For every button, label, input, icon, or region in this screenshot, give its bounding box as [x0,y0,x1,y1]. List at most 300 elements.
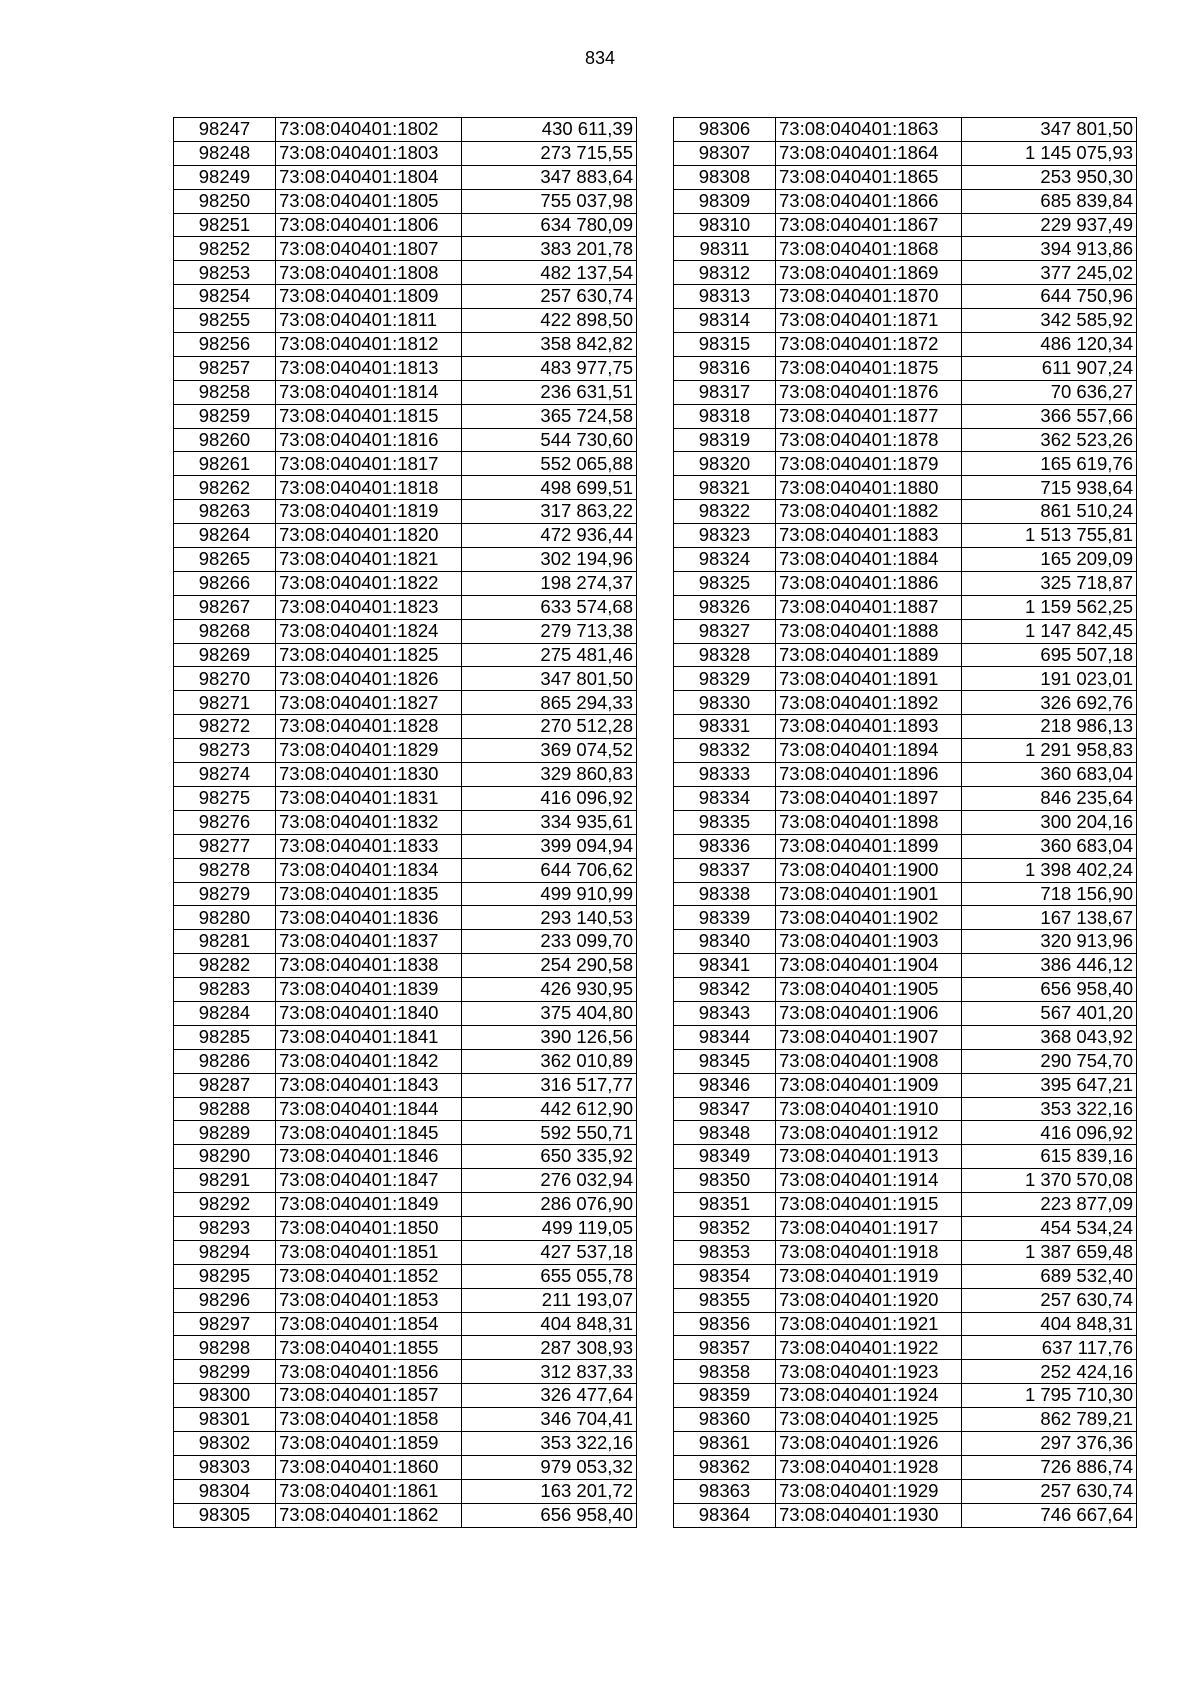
table-row [174,1049,637,1073]
value-cell: 218 986,13 [962,715,1137,739]
table-row [674,404,1137,428]
row-number-cell: 98271 [174,691,276,715]
row-number-cell: 98328 [674,643,776,667]
table-row [174,1288,637,1312]
table-row [174,237,637,261]
value-cell: 279 713,38 [462,619,637,643]
table-row [174,404,637,428]
register-table-left [173,117,637,1528]
register-table-right-body [674,118,1137,1528]
row-number-cell: 98275 [174,786,276,810]
value-cell: 633 574,68 [462,595,637,619]
cadastral-number-cell: 73:08:040401:1870 [776,285,962,309]
table-row [674,906,1137,930]
cadastral-number-cell: 73:08:040401:1832 [276,810,462,834]
cadastral-number-cell: 73:08:040401:1891 [776,667,962,691]
cadastral-number-cell: 73:08:040401:1896 [776,763,962,787]
cadastral-number-cell: 73:08:040401:1824 [276,619,462,643]
cadastral-number-cell: 73:08:040401:1904 [776,954,962,978]
table-row [174,356,637,380]
table-row [174,333,637,357]
cadastral-number-cell: 73:08:040401:1882 [776,500,962,524]
value-cell: 342 585,92 [962,309,1137,333]
value-cell: 191 023,01 [962,667,1137,691]
cadastral-number-cell: 73:08:040401:1845 [276,1121,462,1145]
table-row [174,1503,637,1527]
value-cell: 211 193,07 [462,1288,637,1312]
page-number: 834 [584,48,616,68]
value-cell: 726 886,74 [962,1455,1137,1479]
table-row [174,930,637,954]
table-row [174,428,637,452]
table-row [174,1408,637,1432]
value-cell: 377 245,02 [962,261,1137,285]
value-cell: 165 209,09 [962,548,1137,572]
row-number-cell: 98338 [674,882,776,906]
value-cell: 236 631,51 [462,380,637,404]
value-cell: 689 532,40 [962,1264,1137,1288]
table-row [174,571,637,595]
table-row [674,1240,1137,1264]
table-row [674,1145,1137,1169]
value-cell: 257 630,74 [962,1288,1137,1312]
row-number-cell: 98325 [674,571,776,595]
cadastral-number-cell: 73:08:040401:1901 [776,882,962,906]
value-cell: 320 913,96 [962,930,1137,954]
row-number-cell: 98340 [674,930,776,954]
cadastral-number-cell: 73:08:040401:1866 [776,189,962,213]
table-row [674,189,1137,213]
cadastral-number-cell: 73:08:040401:1849 [276,1193,462,1217]
value-cell: 273 715,55 [462,141,637,165]
row-number-cell: 98270 [174,667,276,691]
table-row [174,141,637,165]
value-cell: 165 619,76 [962,452,1137,476]
table-row [674,882,1137,906]
row-number-cell: 98339 [674,906,776,930]
row-number-cell: 98355 [674,1288,776,1312]
cadastral-number-cell: 73:08:040401:1897 [776,786,962,810]
row-number-cell: 98282 [174,954,276,978]
table-row [674,1073,1137,1097]
row-number-cell: 98318 [674,404,776,428]
row-number-cell: 98313 [674,285,776,309]
table-row [674,237,1137,261]
cadastral-number-cell: 73:08:040401:1827 [276,691,462,715]
cadastral-number-cell: 73:08:040401:1819 [276,500,462,524]
cadastral-number-cell: 73:08:040401:1923 [776,1360,962,1384]
row-number-cell: 98360 [674,1408,776,1432]
table-row [174,548,637,572]
row-number-cell: 98359 [674,1384,776,1408]
cadastral-number-cell: 73:08:040401:1833 [276,834,462,858]
value-cell: 167 138,67 [962,906,1137,930]
cadastral-number-cell: 73:08:040401:1822 [276,571,462,595]
table-row [174,595,637,619]
cadastral-number-cell: 73:08:040401:1877 [776,404,962,428]
table-row [674,643,1137,667]
row-number-cell: 98345 [674,1049,776,1073]
table-row [174,786,637,810]
row-number-cell: 98298 [174,1336,276,1360]
row-number-cell: 98327 [674,619,776,643]
cadastral-number-cell: 73:08:040401:1924 [776,1384,962,1408]
row-number-cell: 98255 [174,309,276,333]
row-number-cell: 98302 [174,1431,276,1455]
cadastral-number-cell: 73:08:040401:1834 [276,858,462,882]
value-cell: 386 446,12 [962,954,1137,978]
table-row [174,1097,637,1121]
row-number-cell: 98268 [174,619,276,643]
value-cell: 656 958,40 [962,978,1137,1002]
table-row [174,691,637,715]
table-row [174,309,637,333]
value-cell: 390 126,56 [462,1025,637,1049]
row-number-cell: 98286 [174,1049,276,1073]
row-number-cell: 98344 [674,1025,776,1049]
cadastral-number-cell: 73:08:040401:1883 [776,524,962,548]
value-cell: 685 839,84 [962,189,1137,213]
value-cell: 365 724,58 [462,404,637,428]
row-number-cell: 98314 [674,309,776,333]
value-cell: 861 510,24 [962,500,1137,524]
cadastral-number-cell: 73:08:040401:1875 [776,356,962,380]
value-cell: 254 290,58 [462,954,637,978]
row-number-cell: 98299 [174,1360,276,1384]
value-cell: 755 037,98 [462,189,637,213]
cadastral-number-cell: 73:08:040401:1865 [776,165,962,189]
value-cell: 276 032,94 [462,1169,637,1193]
cadastral-number-cell: 73:08:040401:1892 [776,691,962,715]
cadastral-number-cell: 73:08:040401:1812 [276,333,462,357]
cadastral-number-cell: 73:08:040401:1803 [276,141,462,165]
table-row [674,1121,1137,1145]
cadastral-number-cell: 73:08:040401:1861 [276,1479,462,1503]
value-cell: 695 507,18 [962,643,1137,667]
value-cell: 499 910,99 [462,882,637,906]
table-row [174,1001,637,1025]
cadastral-number-cell: 73:08:040401:1929 [776,1479,962,1503]
cadastral-number-cell: 73:08:040401:1899 [776,834,962,858]
cadastral-number-cell: 73:08:040401:1884 [776,548,962,572]
table-row [174,1073,637,1097]
cadastral-number-cell: 73:08:040401:1839 [276,978,462,1002]
table-row [674,1336,1137,1360]
table-row [674,356,1137,380]
row-number-cell: 98285 [174,1025,276,1049]
table-row [674,1049,1137,1073]
row-number-cell: 98263 [174,500,276,524]
table-row [174,1384,637,1408]
row-number-cell: 98320 [674,452,776,476]
table-row [174,978,637,1002]
row-number-cell: 98311 [674,237,776,261]
table-row [674,1360,1137,1384]
value-cell: 1 145 075,93 [962,141,1137,165]
table-row [174,715,637,739]
row-number-cell: 98290 [174,1145,276,1169]
row-number-cell: 98261 [174,452,276,476]
value-cell: 346 704,41 [462,1408,637,1432]
cadastral-number-cell: 73:08:040401:1853 [276,1288,462,1312]
row-number-cell: 98262 [174,476,276,500]
table-row [174,1169,637,1193]
value-cell: 270 512,28 [462,715,637,739]
table-row [674,165,1137,189]
row-number-cell: 98312 [674,261,776,285]
cadastral-number-cell: 73:08:040401:1918 [776,1240,962,1264]
value-cell: 416 096,92 [962,1121,1137,1145]
row-number-cell: 98341 [674,954,776,978]
table-row [674,1193,1137,1217]
table-row [674,715,1137,739]
cadastral-number-cell: 73:08:040401:1906 [776,1001,962,1025]
cadastral-number-cell: 73:08:040401:1910 [776,1097,962,1121]
row-number-cell: 98257 [174,356,276,380]
cadastral-number-cell: 73:08:040401:1817 [276,452,462,476]
value-cell: 383 201,78 [462,237,637,261]
table-row [674,834,1137,858]
row-number-cell: 98274 [174,763,276,787]
table-row [174,810,637,834]
cadastral-number-cell: 73:08:040401:1846 [276,1145,462,1169]
table-row [174,1264,637,1288]
cadastral-number-cell: 73:08:040401:1847 [276,1169,462,1193]
value-cell: 1 513 755,81 [962,524,1137,548]
cadastral-number-cell: 73:08:040401:1913 [776,1145,962,1169]
table-row [174,906,637,930]
value-cell: 404 848,31 [962,1312,1137,1336]
value-cell: 1 370 570,08 [962,1169,1137,1193]
cadastral-number-cell: 73:08:040401:1886 [776,571,962,595]
table-row [674,213,1137,237]
row-number-cell: 98264 [174,524,276,548]
row-number-cell: 98297 [174,1312,276,1336]
row-number-cell: 98250 [174,189,276,213]
table-row [674,1384,1137,1408]
value-cell: 650 335,92 [462,1145,637,1169]
row-number-cell: 98287 [174,1073,276,1097]
value-cell: 592 550,71 [462,1121,637,1145]
cadastral-number-cell: 73:08:040401:1814 [276,380,462,404]
row-number-cell: 98293 [174,1216,276,1240]
row-number-cell: 98308 [674,165,776,189]
cadastral-number-cell: 73:08:040401:1809 [276,285,462,309]
cadastral-number-cell: 73:08:040401:1805 [276,189,462,213]
table-row [174,500,637,524]
table-row [174,1360,637,1384]
row-number-cell: 98288 [174,1097,276,1121]
row-number-cell: 98342 [674,978,776,1002]
cadastral-number-cell: 73:08:040401:1851 [276,1240,462,1264]
value-cell: 634 780,09 [462,213,637,237]
value-cell: 233 099,70 [462,930,637,954]
table-row [174,1431,637,1455]
cadastral-number-cell: 73:08:040401:1829 [276,739,462,763]
cadastral-number-cell: 73:08:040401:1915 [776,1193,962,1217]
cadastral-number-cell: 73:08:040401:1894 [776,739,962,763]
value-cell: 316 517,77 [462,1073,637,1097]
value-cell: 1 795 710,30 [962,1384,1137,1408]
cadastral-number-cell: 73:08:040401:1928 [776,1455,962,1479]
row-number-cell: 98272 [174,715,276,739]
value-cell: 325 718,87 [962,571,1137,595]
table-row [674,261,1137,285]
cadastral-number-cell: 73:08:040401:1871 [776,309,962,333]
row-number-cell: 98256 [174,333,276,357]
table-row [674,141,1137,165]
cadastral-number-cell: 73:08:040401:1828 [276,715,462,739]
table-row [174,882,637,906]
cadastral-number-cell: 73:08:040401:1905 [776,978,962,1002]
table-row [174,834,637,858]
row-number-cell: 98334 [674,786,776,810]
row-number-cell: 98323 [674,524,776,548]
table-row [674,285,1137,309]
row-number-cell: 98347 [674,1097,776,1121]
table-row [174,1479,637,1503]
value-cell: 552 065,88 [462,452,637,476]
table-row [674,1408,1137,1432]
cadastral-number-cell: 73:08:040401:1825 [276,643,462,667]
value-cell: 394 913,86 [962,237,1137,261]
cadastral-number-cell: 73:08:040401:1879 [776,452,962,476]
row-number-cell: 98322 [674,500,776,524]
row-number-cell: 98276 [174,810,276,834]
cadastral-number-cell: 73:08:040401:1836 [276,906,462,930]
table-row [674,1001,1137,1025]
value-cell: 329 860,83 [462,763,637,787]
value-cell: 979 053,32 [462,1455,637,1479]
row-number-cell: 98273 [174,739,276,763]
table-row [674,667,1137,691]
cadastral-number-cell: 73:08:040401:1887 [776,595,962,619]
cadastral-number-cell: 73:08:040401:1841 [276,1025,462,1049]
row-number-cell: 98316 [674,356,776,380]
value-cell: 615 839,16 [962,1145,1137,1169]
row-number-cell: 98343 [674,1001,776,1025]
row-number-cell: 98315 [674,333,776,357]
value-cell: 865 294,33 [462,691,637,715]
table-row [174,1336,637,1360]
value-cell: 347 801,50 [962,118,1137,142]
row-number-cell: 98281 [174,930,276,954]
row-number-cell: 98248 [174,141,276,165]
cadastral-number-cell: 73:08:040401:1843 [276,1073,462,1097]
row-number-cell: 98330 [674,691,776,715]
row-number-cell: 98333 [674,763,776,787]
value-cell: 611 907,24 [962,356,1137,380]
row-number-cell: 98324 [674,548,776,572]
value-cell: 422 898,50 [462,309,637,333]
value-cell: 366 557,66 [962,404,1137,428]
value-cell: 368 043,92 [962,1025,1137,1049]
cadastral-number-cell: 73:08:040401:1811 [276,309,462,333]
row-number-cell: 98305 [174,1503,276,1527]
cadastral-number-cell: 73:08:040401:1842 [276,1049,462,1073]
table-row [174,954,637,978]
table-row [674,1455,1137,1479]
cadastral-number-cell: 73:08:040401:1855 [276,1336,462,1360]
table-row [174,452,637,476]
table-row [674,786,1137,810]
table-row [174,118,637,142]
value-cell: 442 612,90 [462,1097,637,1121]
value-cell: 253 950,30 [962,165,1137,189]
cadastral-number-cell: 73:08:040401:1835 [276,882,462,906]
row-number-cell: 98357 [674,1336,776,1360]
row-number-cell: 98317 [674,380,776,404]
row-number-cell: 98364 [674,1503,776,1527]
cadastral-number-cell: 73:08:040401:1917 [776,1216,962,1240]
value-cell: 718 156,90 [962,882,1137,906]
cadastral-number-cell: 73:08:040401:1820 [276,524,462,548]
cadastral-number-cell: 73:08:040401:1838 [276,954,462,978]
value-cell: 472 936,44 [462,524,637,548]
row-number-cell: 98247 [174,118,276,142]
value-cell: 362 523,26 [962,428,1137,452]
row-number-cell: 98321 [674,476,776,500]
table-row [674,1097,1137,1121]
value-cell: 399 094,94 [462,834,637,858]
cadastral-number-cell: 73:08:040401:1921 [776,1312,962,1336]
value-cell: 326 692,76 [962,691,1137,715]
value-cell: 1 147 842,45 [962,619,1137,643]
value-cell: 70 636,27 [962,380,1137,404]
table-row [174,1193,637,1217]
value-cell: 334 935,61 [462,810,637,834]
value-cell: 290 754,70 [962,1049,1137,1073]
value-cell: 426 930,95 [462,978,637,1002]
table-row [674,524,1137,548]
table-row [674,954,1137,978]
value-cell: 644 750,96 [962,285,1137,309]
cadastral-number-cell: 73:08:040401:1926 [776,1431,962,1455]
row-number-cell: 98354 [674,1264,776,1288]
cadastral-number-cell: 73:08:040401:1857 [276,1384,462,1408]
cadastral-number-cell: 73:08:040401:1823 [276,595,462,619]
value-cell: 656 958,40 [462,1503,637,1527]
table-row [174,619,637,643]
cadastral-number-cell: 73:08:040401:1898 [776,810,962,834]
row-number-cell: 98353 [674,1240,776,1264]
row-number-cell: 98291 [174,1169,276,1193]
table-row [674,571,1137,595]
cadastral-number-cell: 73:08:040401:1807 [276,237,462,261]
value-cell: 347 801,50 [462,667,637,691]
row-number-cell: 98267 [174,595,276,619]
table-row [674,380,1137,404]
row-number-cell: 98332 [674,739,776,763]
table-row [674,333,1137,357]
value-cell: 275 481,46 [462,643,637,667]
value-cell: 454 534,24 [962,1216,1137,1240]
cadastral-number-cell: 73:08:040401:1919 [776,1264,962,1288]
table-row [174,1025,637,1049]
value-cell: 360 683,04 [962,834,1137,858]
cadastral-number-cell: 73:08:040401:1888 [776,619,962,643]
cadastral-number-cell: 73:08:040401:1831 [276,786,462,810]
row-number-cell: 98331 [674,715,776,739]
row-number-cell: 98335 [674,810,776,834]
table-row [674,1264,1137,1288]
value-cell: 846 235,64 [962,786,1137,810]
cadastral-number-cell: 73:08:040401:1867 [776,213,962,237]
row-number-cell: 98326 [674,595,776,619]
value-cell: 358 842,82 [462,333,637,357]
value-cell: 416 096,92 [462,786,637,810]
value-cell: 404 848,31 [462,1312,637,1336]
